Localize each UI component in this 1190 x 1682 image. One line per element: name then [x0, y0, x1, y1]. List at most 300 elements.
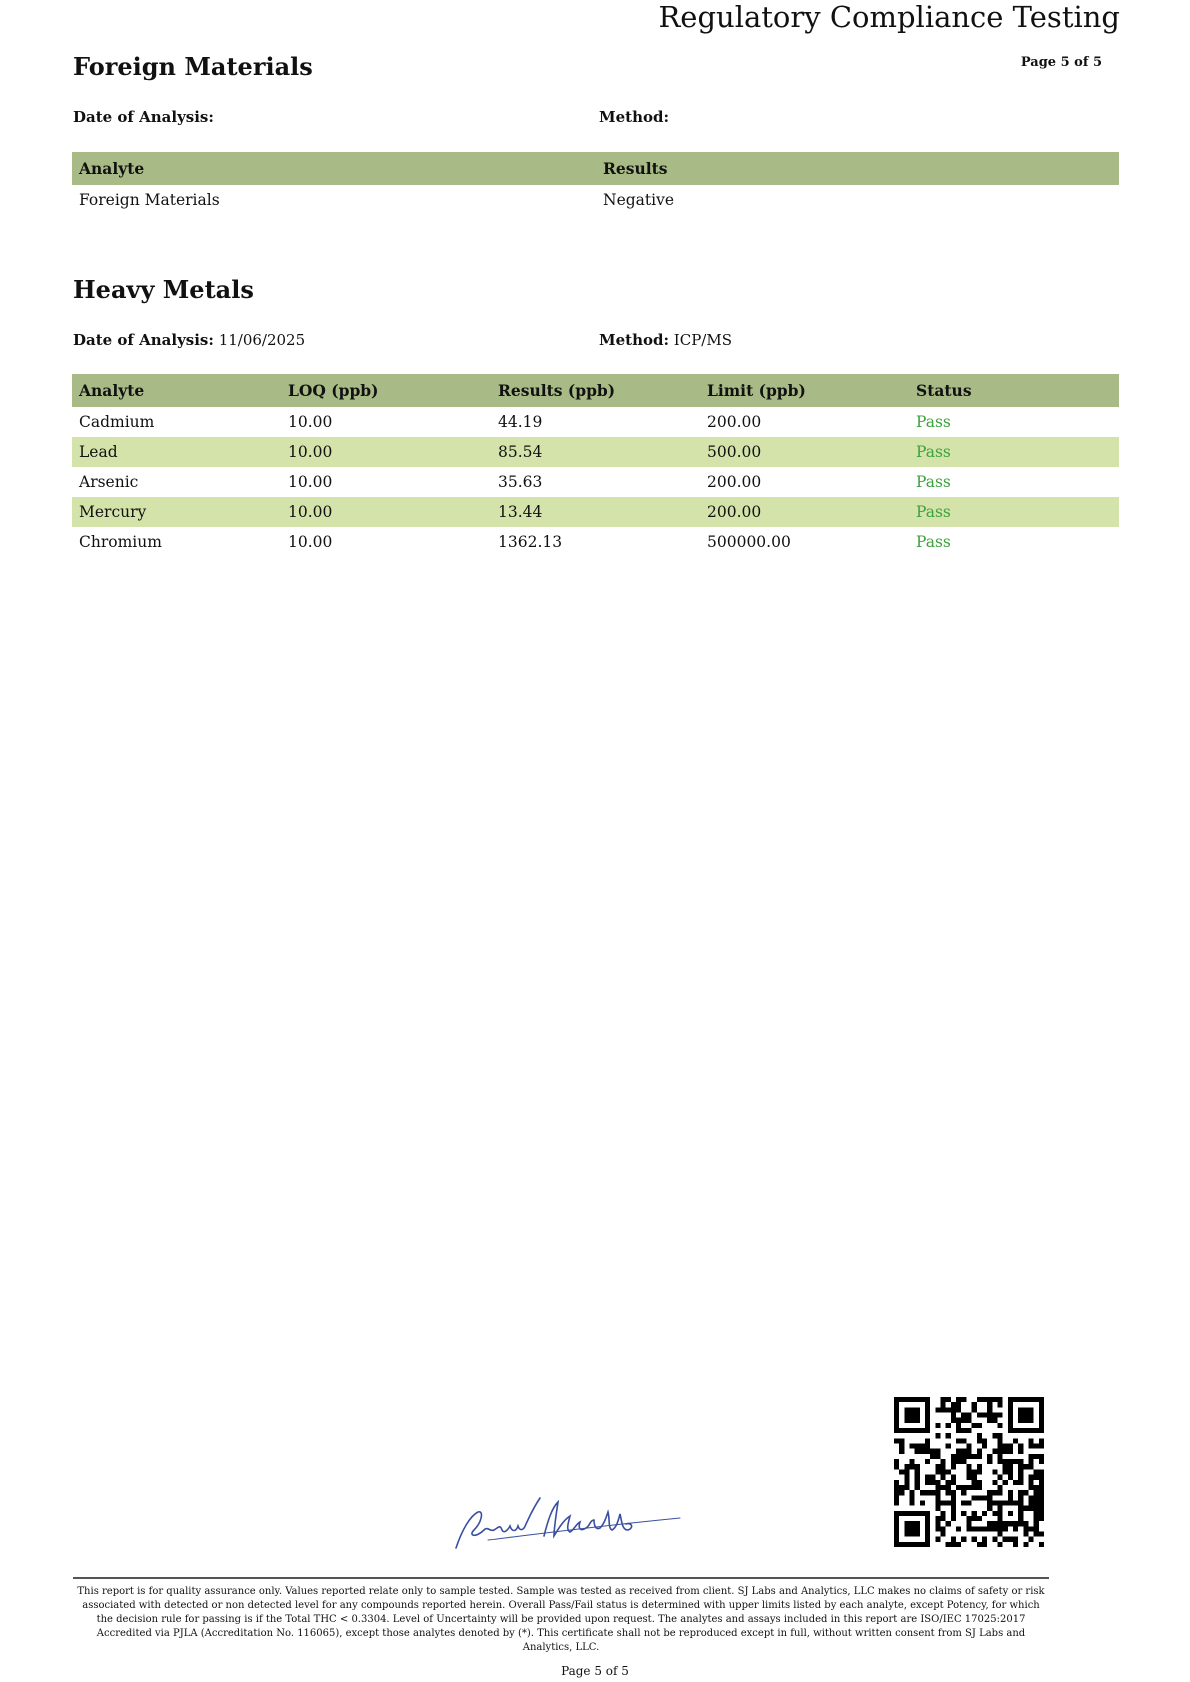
- qr-module: [1028, 1438, 1033, 1443]
- qr-module: [1039, 1506, 1044, 1511]
- qr-module: [920, 1511, 925, 1516]
- qr-module: [987, 1490, 992, 1495]
- qr-module: [1013, 1537, 1018, 1542]
- qr-module: [982, 1413, 987, 1418]
- qr-module: [1039, 1500, 1044, 1505]
- qr-module: [972, 1516, 977, 1521]
- qr-module: [935, 1449, 940, 1454]
- qr-module: [951, 1413, 956, 1418]
- qr-module: [951, 1480, 956, 1485]
- qr-module: [956, 1397, 961, 1402]
- qr-module: [1008, 1475, 1013, 1480]
- limit-cell: 500.00: [700, 437, 909, 467]
- qr-module: [946, 1407, 951, 1412]
- qr-module: [1034, 1469, 1039, 1474]
- qr-module: [1039, 1438, 1044, 1443]
- qr-module: [992, 1490, 997, 1495]
- qr-module: [1008, 1418, 1013, 1423]
- qr-module: [1013, 1521, 1018, 1526]
- qr-module: [951, 1511, 956, 1516]
- qr-module: [997, 1511, 1002, 1516]
- qr-module: [972, 1495, 977, 1500]
- qr-module: [1039, 1397, 1044, 1402]
- qr-module: [1003, 1521, 1008, 1526]
- qr-module: [977, 1454, 982, 1459]
- qr-module: [956, 1418, 961, 1423]
- qr-module: [1039, 1480, 1044, 1485]
- qr-module: [920, 1397, 925, 1402]
- qr-module: [935, 1480, 940, 1485]
- qr-module: [1039, 1495, 1044, 1500]
- qr-module: [899, 1428, 904, 1433]
- qr-module: [1039, 1428, 1044, 1433]
- qr-module: [1023, 1490, 1028, 1495]
- qr-module: [1008, 1464, 1013, 1469]
- qr-module: [925, 1537, 930, 1542]
- qr-module: [894, 1480, 899, 1485]
- qr-module: [941, 1402, 946, 1407]
- qr-module: [1018, 1521, 1023, 1526]
- signature-image: [448, 1490, 688, 1560]
- qr-module: [910, 1542, 915, 1547]
- table-header-row: [72, 374, 1119, 407]
- qr-module: [1039, 1444, 1044, 1449]
- analyte-cell: Arsenic: [79, 473, 139, 491]
- qr-module: [915, 1397, 920, 1402]
- qr-module: [941, 1531, 946, 1536]
- qr-module: [935, 1516, 940, 1521]
- qr-module: [961, 1500, 966, 1505]
- qr-module: [925, 1459, 930, 1464]
- foreign-materials-title: Foreign Materials: [73, 52, 313, 81]
- qr-module: [915, 1531, 920, 1536]
- qr-module: [941, 1459, 946, 1464]
- qr-module: [894, 1531, 899, 1536]
- result-cell: 1362.13: [498, 533, 563, 551]
- qr-module: [935, 1495, 940, 1500]
- qr-module: [977, 1495, 982, 1500]
- qr-module: [1028, 1454, 1033, 1459]
- qr-module: [910, 1495, 915, 1500]
- qr-module: [1039, 1423, 1044, 1428]
- qr-module: [987, 1521, 992, 1526]
- qr-module: [977, 1397, 982, 1402]
- qr-module: [1028, 1397, 1033, 1402]
- qr-module: [1023, 1542, 1028, 1547]
- qr-module: [966, 1454, 971, 1459]
- qr-module: [910, 1459, 915, 1464]
- qr-module: [915, 1428, 920, 1433]
- metals-method-label: Method:: [599, 331, 670, 349]
- table-row: [72, 407, 1119, 437]
- qr-module: [997, 1475, 1002, 1480]
- qr-module: [987, 1506, 992, 1511]
- qr-module: [1039, 1459, 1044, 1464]
- qr-module: [951, 1464, 956, 1469]
- qr-module: [1018, 1500, 1023, 1505]
- qr-module: [992, 1449, 997, 1454]
- qr-module: [904, 1526, 909, 1531]
- result-cell: 35.63: [498, 473, 543, 491]
- metals-method-value: ICP/MS: [673, 331, 732, 349]
- qr-module: [894, 1402, 899, 1407]
- qr-module: [1034, 1454, 1039, 1459]
- qr-module: [1039, 1475, 1044, 1480]
- qr-module: [1028, 1418, 1033, 1423]
- qr-module: [982, 1397, 987, 1402]
- qr-module: [904, 1475, 909, 1480]
- analyte-cell: Foreign Materials: [79, 191, 220, 209]
- qr-module: [987, 1495, 992, 1500]
- qr-module: [972, 1469, 977, 1474]
- qr-module: [1034, 1516, 1039, 1521]
- column-header-analyte: Analyte: [72, 152, 596, 185]
- qr-module: [935, 1506, 940, 1511]
- column-header-loq: LOQ (ppb): [281, 374, 491, 407]
- qr-module: [894, 1516, 899, 1521]
- qr-module: [925, 1511, 930, 1516]
- qr-module: [977, 1449, 982, 1454]
- metals-date-label: Date of Analysis:: [73, 331, 214, 349]
- qr-module: [977, 1423, 982, 1428]
- foreign-date-of-analysis: [73, 108, 214, 126]
- qr-module: [941, 1397, 946, 1402]
- qr-module: [997, 1423, 1002, 1428]
- qr-module: [972, 1454, 977, 1459]
- qr-module: [1018, 1444, 1023, 1449]
- qr-module: [951, 1418, 956, 1423]
- qr-module: [894, 1526, 899, 1531]
- qr-module: [1039, 1413, 1044, 1418]
- column-header-results: Results (ppb): [491, 374, 700, 407]
- qr-module: [1028, 1475, 1033, 1480]
- qr-module: [925, 1526, 930, 1531]
- qr-module: [915, 1418, 920, 1423]
- qr-module: [910, 1428, 915, 1433]
- page-indicator-top: Page 5 of 5: [1020, 55, 1102, 70]
- qr-module: [925, 1402, 930, 1407]
- qr-module: [904, 1469, 909, 1474]
- qr-module: [997, 1526, 1002, 1531]
- qr-module: [1008, 1537, 1013, 1542]
- qr-module: [977, 1433, 982, 1438]
- qr-module: [956, 1449, 961, 1454]
- qr-module: [1034, 1531, 1039, 1536]
- qr-module: [1008, 1469, 1013, 1474]
- qr-module: [1034, 1428, 1039, 1433]
- foreign-method-label: Method:: [599, 108, 670, 126]
- qr-module: [1008, 1459, 1013, 1464]
- qr-module: [946, 1500, 951, 1505]
- qr-code-icon: [894, 1397, 1044, 1547]
- qr-module: [941, 1407, 946, 1412]
- qr-module: [894, 1490, 899, 1495]
- qr-module: [992, 1537, 997, 1542]
- qr-module: [966, 1444, 971, 1449]
- qr-module: [961, 1449, 966, 1454]
- qr-module: [977, 1485, 982, 1490]
- qr-module: [966, 1449, 971, 1454]
- qr-module: [972, 1537, 977, 1542]
- qr-module: [982, 1511, 987, 1516]
- qr-module: [956, 1542, 961, 1547]
- qr-module: [899, 1542, 904, 1547]
- qr-module: [1039, 1485, 1044, 1490]
- qr-module: [1034, 1495, 1039, 1500]
- qr-module: [951, 1506, 956, 1511]
- qr-module: [941, 1516, 946, 1521]
- qr-module: [941, 1464, 946, 1469]
- status-cell: Pass: [916, 413, 951, 431]
- table-row: [72, 185, 1119, 215]
- qr-module: [966, 1428, 971, 1433]
- qr-module: [1023, 1531, 1028, 1536]
- qr-module: [1008, 1407, 1013, 1412]
- qr-module: [894, 1438, 899, 1443]
- qr-module: [1039, 1469, 1044, 1474]
- heavy-metals-table: [72, 374, 1119, 557]
- qr-module: [1018, 1407, 1023, 1412]
- qr-module: [910, 1500, 915, 1505]
- qr-module: [899, 1511, 904, 1516]
- qr-module: [1018, 1475, 1023, 1480]
- qr-module: [899, 1438, 904, 1443]
- qr-module: [997, 1459, 1002, 1464]
- status-cell: Pass: [916, 473, 951, 491]
- status-cell: Pass: [909, 437, 1119, 467]
- qr-module: [961, 1454, 966, 1459]
- qr-module: [997, 1449, 1002, 1454]
- qr-module: [961, 1485, 966, 1490]
- qr-module: [935, 1521, 940, 1526]
- table-row: [72, 437, 1119, 467]
- qr-module: [946, 1480, 951, 1485]
- qr-module: [1013, 1459, 1018, 1464]
- qr-module: [966, 1516, 971, 1521]
- table-header-row: [72, 152, 1119, 185]
- qr-module: [935, 1537, 940, 1542]
- qr-module: [966, 1485, 971, 1490]
- qr-module: [894, 1500, 899, 1505]
- qr-module: [972, 1475, 977, 1480]
- qr-module: [1018, 1397, 1023, 1402]
- qr-module: [899, 1490, 904, 1495]
- qr-module: [930, 1475, 935, 1480]
- qr-module: [935, 1526, 940, 1531]
- qr-module: [1034, 1521, 1039, 1526]
- qr-module: [977, 1469, 982, 1474]
- qr-module: [951, 1537, 956, 1542]
- qr-module: [1028, 1537, 1033, 1542]
- qr-module: [997, 1413, 1002, 1418]
- qr-module: [951, 1516, 956, 1521]
- qr-module: [894, 1542, 899, 1547]
- qr-module: [915, 1485, 920, 1490]
- result-cell: 85.54: [491, 437, 700, 467]
- result-cell: Negative: [603, 191, 675, 209]
- qr-module: [1039, 1531, 1044, 1536]
- qr-module: [1028, 1495, 1033, 1500]
- result-cell: 13.44: [491, 497, 700, 527]
- qr-module: [1023, 1418, 1028, 1423]
- qr-module: [910, 1531, 915, 1536]
- qr-module: [925, 1397, 930, 1402]
- qr-module: [915, 1469, 920, 1474]
- qr-module: [1023, 1413, 1028, 1418]
- qr-module: [946, 1423, 951, 1428]
- qr-module: [997, 1433, 1002, 1438]
- qr-module: [966, 1521, 971, 1526]
- qr-module: [920, 1449, 925, 1454]
- qr-module: [894, 1511, 899, 1516]
- qr-module: [1018, 1506, 1023, 1511]
- qr-module: [925, 1542, 930, 1547]
- qr-module: [977, 1526, 982, 1531]
- qr-module: [894, 1537, 899, 1542]
- qr-module: [1013, 1428, 1018, 1433]
- qr-module: [941, 1511, 946, 1516]
- table-row: [72, 467, 1119, 497]
- qr-module: [966, 1469, 971, 1474]
- qr-module: [894, 1423, 899, 1428]
- qr-module: [997, 1438, 1002, 1443]
- limit-cell: 500000.00: [707, 533, 791, 551]
- qr-module: [1008, 1423, 1013, 1428]
- report-title: Regulatory Compliance Testing: [658, 0, 1120, 34]
- qr-module: [941, 1485, 946, 1490]
- analyte-cell: Mercury: [72, 497, 281, 527]
- qr-module: [904, 1413, 909, 1418]
- qr-module: [1003, 1480, 1008, 1485]
- metals-date-value: 11/06/2025: [218, 331, 306, 349]
- qr-module: [925, 1490, 930, 1495]
- qr-module: [1018, 1449, 1023, 1454]
- limit-cell: 200.00: [707, 473, 762, 491]
- qr-module: [992, 1433, 997, 1438]
- qr-module: [966, 1475, 971, 1480]
- qr-module: [946, 1433, 951, 1438]
- qr-module: [956, 1485, 961, 1490]
- qr-module: [1039, 1402, 1044, 1407]
- qr-module: [1034, 1490, 1039, 1495]
- column-header-status: Status: [909, 374, 1119, 407]
- qr-module: [1008, 1449, 1013, 1454]
- qr-module: [1034, 1397, 1039, 1402]
- qr-module: [1039, 1516, 1044, 1521]
- status-cell: Pass: [916, 533, 951, 551]
- qr-module: [920, 1500, 925, 1505]
- qr-module: [1039, 1454, 1044, 1459]
- qr-module: [1018, 1428, 1023, 1433]
- qr-module: [977, 1438, 982, 1443]
- qr-module: [951, 1402, 956, 1407]
- qr-module: [1013, 1480, 1018, 1485]
- qr-module: [997, 1516, 1002, 1521]
- qr-module: [915, 1475, 920, 1480]
- qr-module: [1008, 1444, 1013, 1449]
- qr-module: [935, 1500, 940, 1505]
- qr-module: [992, 1480, 997, 1485]
- qr-module: [915, 1413, 920, 1418]
- qr-module: [925, 1475, 930, 1480]
- qr-module: [992, 1418, 997, 1423]
- qr-module: [977, 1542, 982, 1547]
- qr-module: [1023, 1521, 1028, 1526]
- qr-module: [987, 1402, 992, 1407]
- qr-module: [1023, 1526, 1028, 1531]
- qr-module: [894, 1521, 899, 1526]
- qr-module: [982, 1444, 987, 1449]
- qr-module: [899, 1469, 904, 1474]
- qr-module: [915, 1444, 920, 1449]
- qr-module: [966, 1526, 971, 1531]
- qr-module: [977, 1413, 982, 1418]
- qr-module: [925, 1444, 930, 1449]
- qr-module: [1018, 1495, 1023, 1500]
- qr-module: [1023, 1397, 1028, 1402]
- qr-module: [904, 1485, 909, 1490]
- qr-module: [925, 1531, 930, 1536]
- qr-module: [910, 1418, 915, 1423]
- qr-module: [1023, 1428, 1028, 1433]
- qr-module: [946, 1521, 951, 1526]
- qr-module: [972, 1511, 977, 1516]
- qr-module: [1018, 1413, 1023, 1418]
- qr-module: [1028, 1480, 1033, 1485]
- qr-module: [915, 1521, 920, 1526]
- qr-module: [894, 1495, 899, 1500]
- qr-module: [946, 1542, 951, 1547]
- qr-module: [992, 1511, 997, 1516]
- qr-module: [1034, 1485, 1039, 1490]
- qr-module: [1034, 1526, 1039, 1531]
- qr-module: [915, 1542, 920, 1547]
- qr-module: [946, 1469, 951, 1474]
- qr-module: [1018, 1516, 1023, 1521]
- qr-module: [956, 1459, 961, 1464]
- qr-module: [992, 1521, 997, 1526]
- qr-module: [1008, 1495, 1013, 1500]
- qr-module: [1003, 1464, 1008, 1469]
- qr-module: [1028, 1428, 1033, 1433]
- qr-module: [987, 1454, 992, 1459]
- qr-module: [972, 1423, 977, 1428]
- qr-module: [961, 1490, 966, 1495]
- qr-module: [935, 1485, 940, 1490]
- qr-module: [946, 1444, 951, 1449]
- column-header-limit: Limit (ppb): [700, 374, 909, 407]
- qr-module: [1008, 1511, 1013, 1516]
- qr-module: [910, 1521, 915, 1526]
- qr-module: [982, 1537, 987, 1542]
- qr-module: [930, 1454, 935, 1459]
- qr-module: [951, 1454, 956, 1459]
- qr-module: [1018, 1464, 1023, 1469]
- qr-module: [1034, 1444, 1039, 1449]
- limit-cell: 200.00: [700, 497, 909, 527]
- qr-module: [1039, 1490, 1044, 1495]
- qr-module: [915, 1511, 920, 1516]
- metals-method: [599, 331, 732, 349]
- qr-module: [997, 1531, 1002, 1536]
- qr-module: [1023, 1407, 1028, 1412]
- qr-module: [904, 1480, 909, 1485]
- qr-module: [930, 1480, 935, 1485]
- analyte-cell: Cadmium: [79, 413, 155, 431]
- qr-module: [894, 1418, 899, 1423]
- qr-module: [910, 1526, 915, 1531]
- qr-module: [920, 1542, 925, 1547]
